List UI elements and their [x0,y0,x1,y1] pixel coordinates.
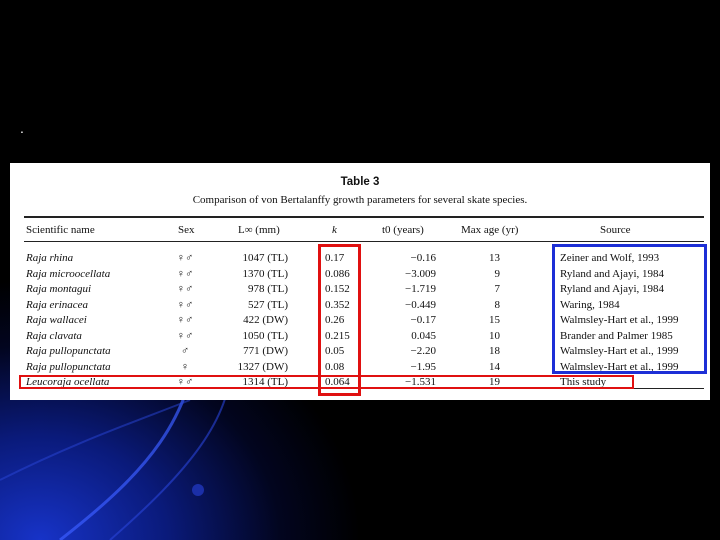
decorative-dot-icon [192,484,204,496]
cell-linf: 1047 (TL) [242,252,288,264]
top-rule [24,216,704,218]
cell-t0: −1.719 [405,283,436,295]
cell-sex: ♀♂ [176,329,194,342]
cell-linf: 771 (DW) [243,345,288,357]
cell-sex: ♀ [180,360,190,373]
cell-scientific-name: Raja pullopunctata [26,360,111,373]
this-study-row-highlight [19,375,634,389]
cell-max-age: 18 [489,345,500,357]
cell-k: 0.152 [325,283,350,295]
cell-source: Zeiner and Wolf, 1993 [560,252,660,264]
cell-max-age: 7 [494,283,500,295]
cell-linf: 527 (TL) [247,298,288,311]
cell-linf: 1314 (TL) [242,376,288,388]
cell-sex: ♀♂ [176,298,194,311]
header-source: Source [600,224,631,236]
cell-linf: 1050 (TL) [242,329,288,342]
cell-scientific-name: Raja erinacea [26,298,89,311]
cell-k: 0.215 [325,329,350,342]
table-panel [10,163,710,400]
cell-scientific-name: Raja microocellata [26,267,111,280]
k-column-highlight [318,244,361,396]
cell-t0: −0.17 [410,314,436,326]
cell-source: Walmsley-Hart et al., 1999 [560,345,679,357]
cell-linf: 1370 (TL) [242,267,288,280]
cell-max-age: 10 [489,329,500,342]
cell-sex: ♀♂ [176,252,194,264]
header-sex: Sex [178,224,195,236]
header-t0: t0 (years) [382,224,424,236]
cell-scientific-name: Raja montagui [26,283,92,295]
cell-k: 0.17 [325,252,345,264]
cell-k: 0.086 [325,267,350,280]
cell-t0: −0.449 [405,298,436,311]
table-title: Table 3 [340,176,380,188]
header-rule [24,241,704,242]
cell-max-age: 8 [494,298,500,311]
source-column-highlight [552,244,707,374]
cell-k: 0.352 [325,298,350,311]
cell-sex: ♀♂ [176,376,194,388]
cell-max-age: 9 [494,267,500,280]
cell-k: 0.064 [325,376,350,388]
cell-max-age: 14 [489,360,500,373]
cell-t0: 0.045 [411,329,436,342]
cell-source: Walmsley-Hart et al., 1999 [560,360,679,373]
cell-sex: ♀♂ [176,314,194,326]
cell-source: This study [560,376,607,388]
cell-scientific-name: Raja pullopunctata [26,345,111,357]
cell-max-age: 13 [489,252,500,264]
cell-t0: −1.531 [405,376,436,388]
cell-t0: −3.009 [405,267,436,280]
cell-source: Walmsley-Hart et al., 1999 [560,314,679,326]
cell-source: Waring, 1984 [560,298,620,311]
cell-sex: ♀♂ [176,283,194,295]
cell-k: 0.05 [325,345,345,357]
header-k: k [332,224,337,236]
cell-linf: 1327 (DW) [237,360,288,373]
cell-sex: ♀♂ [176,267,194,280]
cell-max-age: 15 [489,314,500,326]
cell-t0: −1.95 [410,360,436,373]
cell-sex: ♂ [180,345,190,357]
slide-bullet: . [20,120,24,136]
cell-scientific-name: Raja rhina [26,252,74,264]
cell-linf: 978 (TL) [247,283,288,295]
cell-source: Ryland and Ajayi, 1984 [560,283,665,295]
cell-scientific-name: Leucoraja ocellata [26,376,110,388]
cell-t0: −0.16 [410,252,436,264]
cell-t0: −2.20 [410,345,436,357]
cell-k: 0.26 [325,314,345,326]
cell-source: Ryland and Ajayi, 1984 [560,267,665,280]
table-caption: Comparison of von Bertalanffy growth parameters for several skate species. [192,194,528,206]
header-linf: L∞ (mm) [238,224,280,236]
cell-max-age: 19 [489,376,500,388]
cell-scientific-name: Raja wallacei [26,314,87,326]
cell-k: 0.08 [325,360,345,373]
cell-scientific-name: Raja clavata [26,329,82,342]
header-max-age: Max age (yr) [461,224,519,236]
cell-linf: 422 (DW) [243,314,288,326]
header-scientific-name: Scientific name [26,224,95,236]
cell-source: Brander and Palmer 1985 [560,329,673,342]
